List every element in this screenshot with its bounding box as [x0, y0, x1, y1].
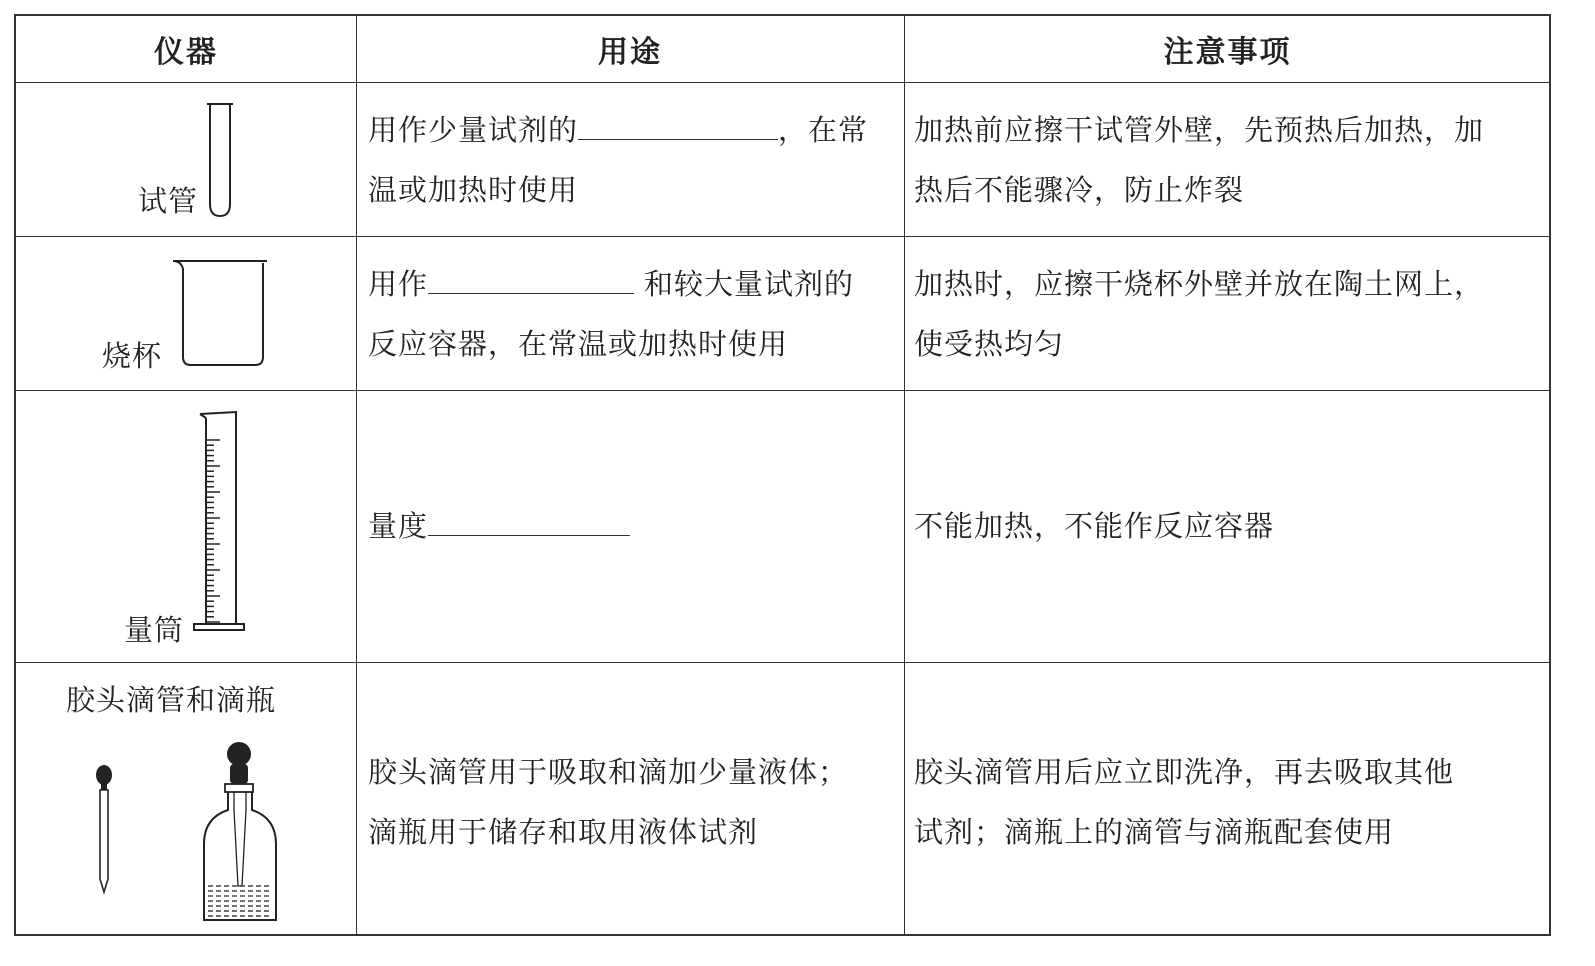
test-tube-icon	[206, 104, 236, 219]
usage-test-tube-line2: 温或加热时使用	[368, 173, 579, 207]
beaker-icon	[171, 259, 271, 367]
usage-beaker-line1b: 和较大量试剂的	[644, 267, 855, 301]
row-divider-2	[16, 390, 1549, 391]
header-instrument: 仪器	[154, 35, 218, 70]
instrument-table	[14, 14, 1551, 936]
notes-test-tube-line1: 加热前应擦干试管外壁，先预热后加热，加	[914, 113, 1485, 147]
instrument-label-beaker: 烧杯	[102, 339, 163, 373]
fill-in-blank	[428, 265, 634, 294]
notes-test-tube	[914, 100, 1550, 220]
header-notes: 注意事项	[1163, 35, 1292, 70]
notes-test-tube-line2: 热后不能骤冷，防止炸裂	[914, 173, 1245, 207]
usage-test-tube-line1a: 用作少量试剂的	[368, 113, 579, 147]
usage-dropper-line1: 胶头滴管用于吸取和滴加少量液体；	[368, 755, 849, 789]
usage-test-tube	[368, 100, 898, 220]
instrument-label-dropper: 胶头滴管和滴瓶	[66, 683, 277, 717]
usage-beaker-line1a: 用作	[368, 267, 429, 301]
usage-test-tube-line1b: ，在常	[778, 113, 869, 147]
fill-in-blank	[578, 111, 778, 140]
usage-beaker	[368, 254, 898, 374]
notes-beaker	[914, 254, 1550, 374]
usage-cylinder-text: 量度	[368, 509, 429, 543]
notes-dropper-line2: 试剂；滴瓶上的滴管与滴瓶配套使用	[914, 815, 1395, 849]
instrument-label-cylinder: 量筒	[124, 613, 185, 647]
notes-beaker-line1: 加热时，应擦干烧杯外壁并放在陶土网上，	[914, 267, 1485, 301]
header-usage: 用途	[598, 35, 662, 70]
usage-beaker-line2: 反应容器，在常温或加热时使用	[368, 327, 789, 361]
usage-dropper-line2: 滴瓶用于储存和取用液体试剂	[368, 815, 759, 849]
dropper-icon	[94, 764, 114, 894]
usage-cylinder	[368, 496, 898, 556]
row-divider-3	[16, 662, 1549, 663]
column-divider-1	[356, 16, 357, 934]
notes-beaker-line2: 使受热均匀	[914, 327, 1065, 361]
row-divider-1	[16, 236, 1549, 237]
notes-dropper	[914, 742, 1550, 862]
header-divider	[16, 82, 1549, 83]
notes-cylinder: 不能加热，不能作反应容器	[914, 509, 1275, 543]
usage-dropper	[368, 742, 908, 862]
notes-dropper-line1: 胶头滴管用后应立即洗净，再去吸取其他	[914, 755, 1455, 789]
graduated-cylinder-icon	[192, 412, 248, 640]
instrument-label-test-tube: 试管	[138, 184, 199, 218]
dropping-bottle-icon	[200, 740, 284, 926]
fill-in-blank	[428, 507, 630, 536]
